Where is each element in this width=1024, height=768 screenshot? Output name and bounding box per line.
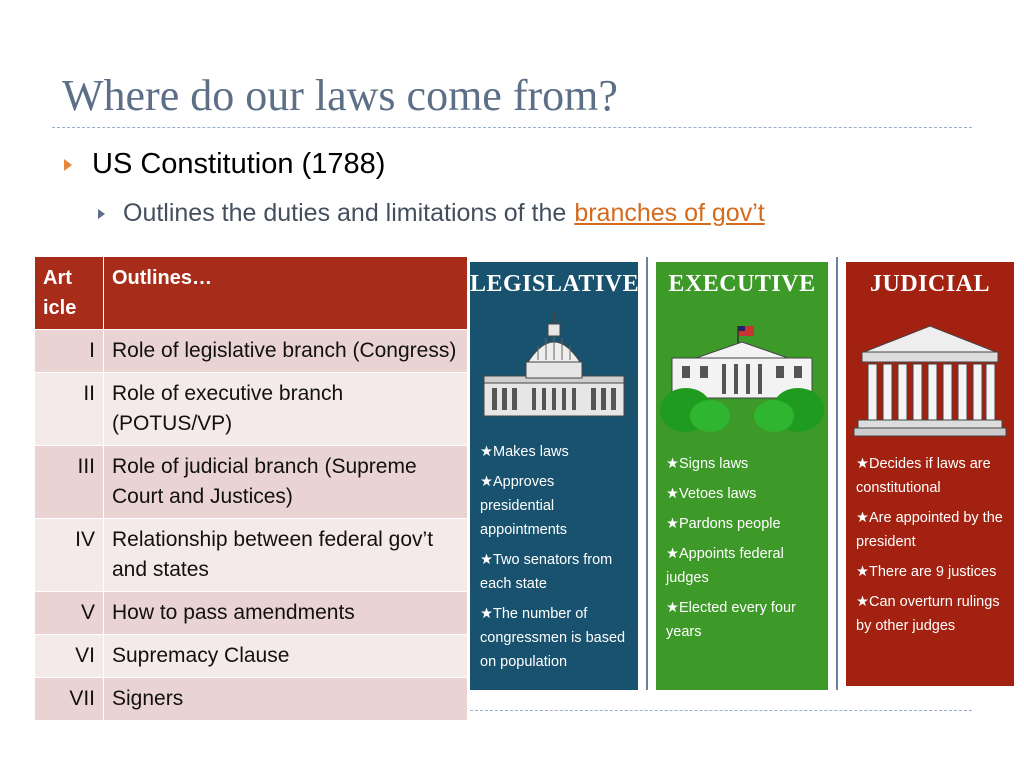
article-number: II [35, 373, 104, 446]
article-number: IV [35, 519, 104, 592]
executive-facts [666, 452, 820, 650]
branches-link[interactable]: branches of gov’t [574, 199, 765, 227]
header-article: Art icle [35, 257, 104, 330]
branch-divider [646, 257, 648, 690]
article-number: VII [35, 678, 104, 721]
article-description: Supremacy Clause [104, 635, 468, 678]
executive-title: EXECUTIVE [668, 271, 816, 297]
legislative-fact: ★Approves presidential appointments [480, 474, 568, 538]
bullet-outlines-text: Outlines the duties and limitations of the [123, 199, 567, 227]
table-row [35, 635, 468, 678]
white-house-icon [656, 306, 828, 436]
article-description: Signers [104, 678, 468, 721]
table-header-row [35, 257, 468, 330]
table-row [35, 678, 468, 721]
supreme-court-icon [846, 320, 1014, 440]
executive-fact: ★Appoints federal judges [666, 546, 784, 586]
footer-divider [470, 710, 972, 711]
branch-divider [836, 257, 838, 690]
legislative-fact: ★The number of congressmen is based on population [480, 606, 626, 670]
articles-table [34, 256, 468, 721]
article-number: III [35, 446, 104, 519]
judicial-facts [856, 452, 1006, 644]
judicial-title: JUDICIAL [869, 271, 990, 297]
header-outlines: Outlines… [104, 257, 468, 330]
table-row [35, 592, 468, 635]
sub-bullet-arrow-icon [98, 209, 105, 219]
legislative-panel [470, 262, 638, 690]
table-row [35, 446, 468, 519]
legislative-facts [480, 440, 630, 680]
article-description: Role of judicial branch (Supreme Court and Justices) [104, 446, 468, 519]
title-divider [52, 127, 972, 128]
legislative-fact: ★Two senators from each state [480, 552, 613, 592]
judicial-fact: ★Are appointed by the president [856, 510, 1003, 550]
article-number: I [35, 330, 104, 373]
article-number: VI [35, 635, 104, 678]
executive-fact: ★Vetoes laws [666, 486, 757, 502]
judicial-fact: ★Can overturn rulings by other judges [856, 594, 1000, 634]
article-description: Role of legislative branch (Congress) [104, 330, 468, 373]
executive-fact: ★Signs laws [666, 456, 749, 472]
article-number: V [35, 592, 104, 635]
bullet-arrow-icon [64, 159, 72, 171]
table-row [35, 373, 468, 446]
legislative-fact: ★Makes laws [480, 444, 569, 460]
table-row [35, 330, 468, 373]
executive-fact: ★Pardons people [666, 516, 781, 532]
executive-fact: ★Elected every four years [666, 600, 796, 640]
executive-panel [656, 262, 828, 690]
capitol-building-icon [470, 302, 638, 422]
article-description: Relationship between federal gov’t and states [104, 519, 468, 592]
judicial-panel [846, 262, 1014, 686]
bullet-constitution-text: US Constitution (1788) [92, 148, 386, 180]
table-row [35, 519, 468, 592]
judicial-fact: ★There are 9 justices [856, 564, 997, 580]
article-description: How to pass amendments [104, 592, 468, 635]
bullet-constitution [64, 148, 385, 181]
legislative-title: LEGISLATIVE [470, 271, 640, 297]
slide-title: Where do our laws come from? [62, 71, 618, 120]
article-description: Role of executive branch (POTUS/VP) [104, 373, 468, 446]
judicial-fact: ★Decides if laws are constitutional [856, 456, 991, 496]
bullet-outlines [98, 199, 765, 228]
